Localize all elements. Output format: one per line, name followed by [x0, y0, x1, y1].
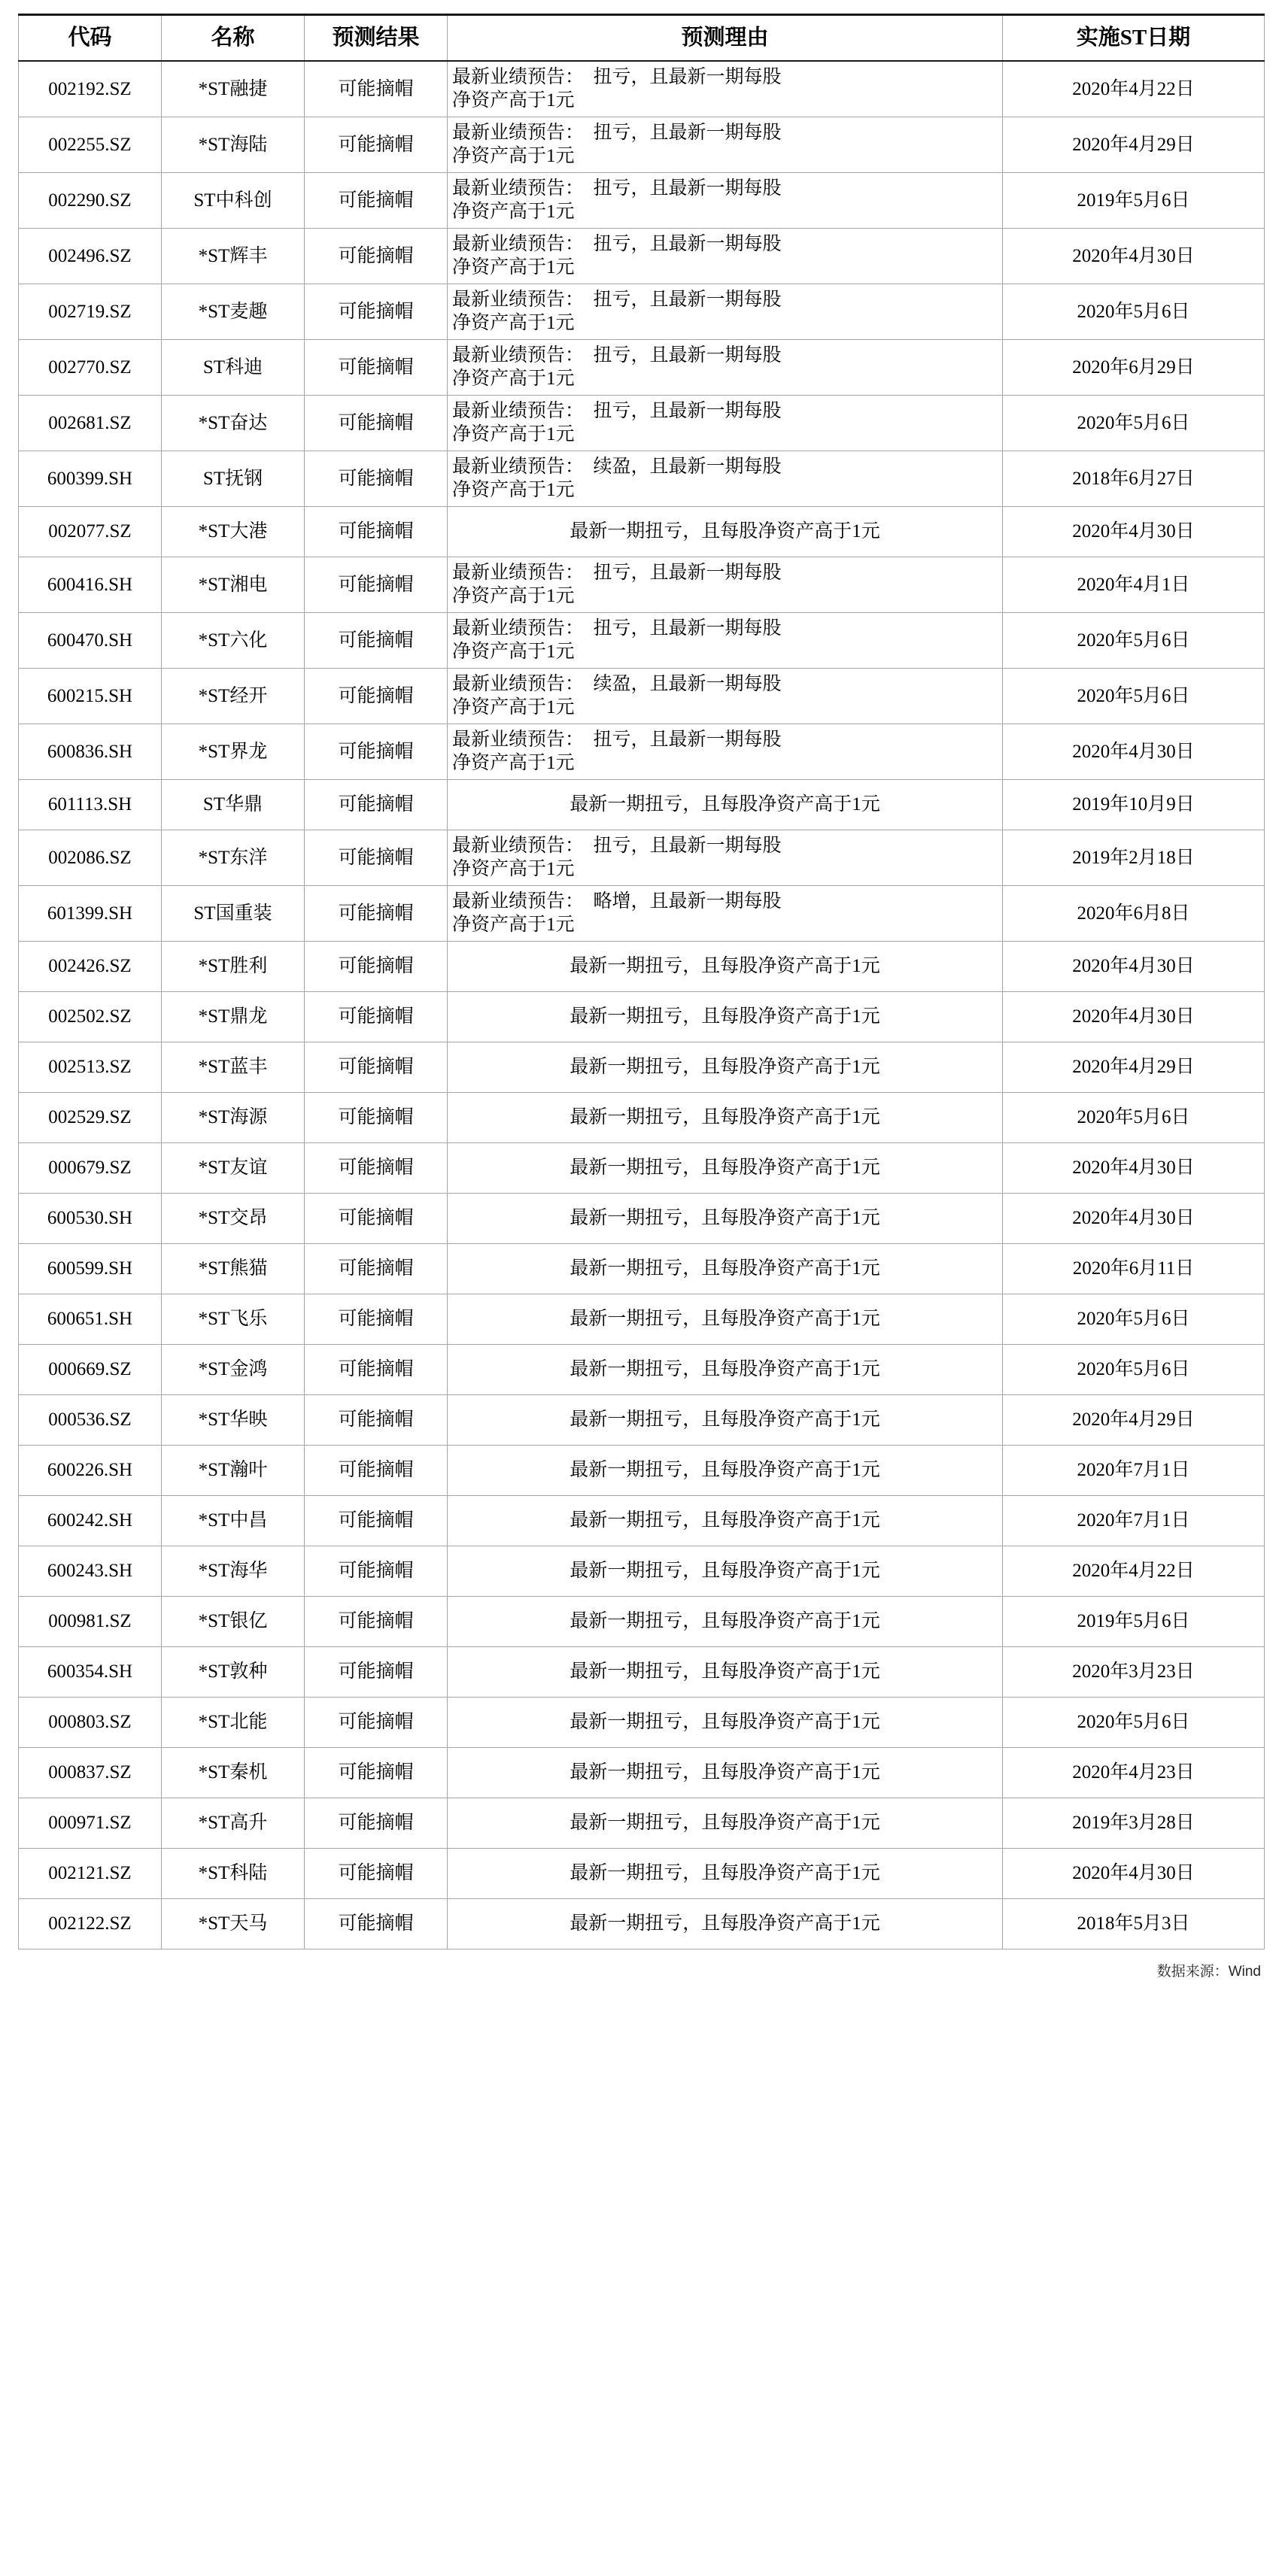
- table-row: [19, 284, 1265, 340]
- cell-reason: 最新一期扭亏，且每股净资产高于1元: [448, 1849, 1003, 1899]
- cell-name: *ST东洋: [162, 830, 305, 886]
- cell-code: 000803.SZ: [19, 1698, 162, 1748]
- cell-reason-line-2: 净资产高于1元: [452, 201, 575, 222]
- cell-reason-line-2: 净资产高于1元: [452, 858, 575, 879]
- cell-code: 000971.SZ: [19, 1798, 162, 1849]
- table-row: [19, 1042, 1265, 1093]
- cell-reason: 最新一期扭亏，且每股净资产高于1元: [448, 1345, 1003, 1395]
- cell-st-date: 2020年6月11日: [1003, 1244, 1265, 1294]
- cell-name: *ST瀚叶: [162, 1446, 305, 1496]
- table-row: [19, 451, 1265, 507]
- cell-st-date: 2020年4月29日: [1003, 117, 1265, 173]
- table-row: [19, 830, 1265, 886]
- cell-st-date: 2020年5月6日: [1003, 1093, 1265, 1143]
- cell-st-date: 2020年5月6日: [1003, 613, 1265, 669]
- cell-code: 600599.SH: [19, 1244, 162, 1294]
- cell-reason-line-1: 最新业绩预告： 扭亏，且最新一期每股: [452, 345, 782, 366]
- cell-result: 可能摘帽: [305, 1244, 448, 1294]
- cell-code: 002502.SZ: [19, 992, 162, 1042]
- cell-code: 002529.SZ: [19, 1093, 162, 1143]
- cell-st-date: 2020年4月29日: [1003, 1042, 1265, 1093]
- cell-reason-line-1: 最新业绩预告： 略增，且最新一期每股: [452, 891, 782, 912]
- cell-code: 002513.SZ: [19, 1042, 162, 1093]
- cell-st-date: 2019年3月28日: [1003, 1798, 1265, 1849]
- cell-name: *ST飞乐: [162, 1294, 305, 1345]
- table-row: [19, 173, 1265, 229]
- cell-st-date: 2020年4月30日: [1003, 1194, 1265, 1244]
- cell-code: 002255.SZ: [19, 117, 162, 173]
- cell-st-date: 2020年4月22日: [1003, 1546, 1265, 1597]
- cell-code: 600416.SH: [19, 557, 162, 613]
- cell-result: 可能摘帽: [305, 557, 448, 613]
- cell-code: 600470.SH: [19, 613, 162, 669]
- cell-reason-line-1: 最新业绩预告： 扭亏，且最新一期每股: [452, 123, 782, 144]
- cell-reason: 最新一期扭亏，且每股净资产高于1元: [448, 1546, 1003, 1597]
- cell-code: 002770.SZ: [19, 340, 162, 396]
- cell-result: 可能摘帽: [305, 284, 448, 340]
- table-row: [19, 669, 1265, 724]
- cell-st-date: 2018年5月3日: [1003, 1899, 1265, 1949]
- cell-result: 可能摘帽: [305, 1849, 448, 1899]
- cell-reason: 最新一期扭亏，且每股净资产高于1元: [448, 507, 1003, 557]
- cell-code: 600836.SH: [19, 724, 162, 780]
- cell-reason-line-2: 净资产高于1元: [452, 145, 575, 166]
- cell-result: 可能摘帽: [305, 1798, 448, 1849]
- cell-name: *ST敦种: [162, 1647, 305, 1698]
- table-row: [19, 1748, 1265, 1798]
- cell-reason-line-2: 净资产高于1元: [452, 312, 575, 333]
- table-row: [19, 1093, 1265, 1143]
- cell-name: *ST辉丰: [162, 229, 305, 284]
- cell-reason: [448, 886, 1003, 942]
- cell-name: *ST胜利: [162, 942, 305, 992]
- column-header-reason: 预测理由: [448, 15, 1003, 62]
- cell-st-date: 2020年7月1日: [1003, 1446, 1265, 1496]
- cell-reason: [448, 61, 1003, 117]
- column-header-code: 代码: [19, 15, 162, 62]
- cell-reason-line-1: 最新业绩预告： 扭亏，且最新一期每股: [452, 836, 782, 857]
- cell-result: 可能摘帽: [305, 830, 448, 886]
- table-row: [19, 1194, 1265, 1244]
- cell-name: *ST经开: [162, 669, 305, 724]
- table-row: [19, 886, 1265, 942]
- cell-st-date: 2020年4月29日: [1003, 1395, 1265, 1446]
- cell-code: 002681.SZ: [19, 396, 162, 451]
- cell-result: 可能摘帽: [305, 507, 448, 557]
- cell-reason-line-1: 最新业绩预告： 扭亏，且最新一期每股: [452, 67, 782, 88]
- cell-st-date: 2020年5月6日: [1003, 396, 1265, 451]
- table-header-row: [19, 15, 1265, 62]
- cell-st-date: 2020年7月1日: [1003, 1496, 1265, 1546]
- cell-st-date: 2020年4月30日: [1003, 724, 1265, 780]
- cell-result: 可能摘帽: [305, 173, 448, 229]
- cell-reason-line-2: 净资产高于1元: [452, 914, 575, 935]
- table-row: [19, 613, 1265, 669]
- cell-reason-line-2: 净资产高于1元: [452, 90, 575, 111]
- cell-reason: [448, 173, 1003, 229]
- cell-name: *ST鼎龙: [162, 992, 305, 1042]
- cell-result: 可能摘帽: [305, 1042, 448, 1093]
- cell-code: 002496.SZ: [19, 229, 162, 284]
- cell-code: 000981.SZ: [19, 1597, 162, 1647]
- cell-result: 可能摘帽: [305, 1899, 448, 1949]
- cell-st-date: 2019年10月9日: [1003, 780, 1265, 830]
- cell-result: 可能摘帽: [305, 942, 448, 992]
- table-row: [19, 942, 1265, 992]
- cell-result: 可能摘帽: [305, 780, 448, 830]
- cell-name: *ST大港: [162, 507, 305, 557]
- cell-reason: 最新一期扭亏，且每股净资产高于1元: [448, 1395, 1003, 1446]
- cell-st-date: 2020年4月30日: [1003, 942, 1265, 992]
- cell-st-date: 2020年6月29日: [1003, 340, 1265, 396]
- cell-reason: [448, 284, 1003, 340]
- cell-name: *ST海华: [162, 1546, 305, 1597]
- cell-reason: 最新一期扭亏，且每股净资产高于1元: [448, 1698, 1003, 1748]
- cell-result: 可能摘帽: [305, 1395, 448, 1446]
- cell-code: 002719.SZ: [19, 284, 162, 340]
- cell-name: *ST天马: [162, 1899, 305, 1949]
- table-row: [19, 1345, 1265, 1395]
- cell-name: ST国重装: [162, 886, 305, 942]
- cell-name: ST抚钢: [162, 451, 305, 507]
- cell-code: 002290.SZ: [19, 173, 162, 229]
- cell-st-date: 2019年5月6日: [1003, 173, 1265, 229]
- cell-reason: 最新一期扭亏，且每股净资产高于1元: [448, 1042, 1003, 1093]
- cell-result: 可能摘帽: [305, 613, 448, 669]
- cell-reason: [448, 396, 1003, 451]
- table-row: [19, 507, 1265, 557]
- cell-code: 002121.SZ: [19, 1849, 162, 1899]
- cell-name: *ST华映: [162, 1395, 305, 1446]
- cell-name: ST科迪: [162, 340, 305, 396]
- cell-name: *ST友谊: [162, 1143, 305, 1194]
- cell-code: 000837.SZ: [19, 1748, 162, 1798]
- cell-code: 600354.SH: [19, 1647, 162, 1698]
- cell-st-date: 2020年4月1日: [1003, 557, 1265, 613]
- column-header-name: 名称: [162, 15, 305, 62]
- cell-st-date: 2019年2月18日: [1003, 830, 1265, 886]
- column-header-result: 预测结果: [305, 15, 448, 62]
- cell-st-date: 2020年4月30日: [1003, 229, 1265, 284]
- cell-st-date: 2020年3月23日: [1003, 1647, 1265, 1698]
- st-forecast-table: [18, 14, 1265, 1949]
- cell-name: *ST融捷: [162, 61, 305, 117]
- cell-name: *ST海源: [162, 1093, 305, 1143]
- cell-reason: [448, 724, 1003, 780]
- cell-reason: 最新一期扭亏，且每股净资产高于1元: [448, 1244, 1003, 1294]
- cell-result: 可能摘帽: [305, 886, 448, 942]
- table-row: [19, 992, 1265, 1042]
- cell-result: 可能摘帽: [305, 396, 448, 451]
- cell-st-date: 2020年4月30日: [1003, 1143, 1265, 1194]
- cell-reason-line-1: 最新业绩预告： 扭亏，且最新一期每股: [452, 178, 782, 199]
- cell-result: 可能摘帽: [305, 1143, 448, 1194]
- cell-name: *ST交昂: [162, 1194, 305, 1244]
- cell-result: 可能摘帽: [305, 1698, 448, 1748]
- cell-code: 002426.SZ: [19, 942, 162, 992]
- cell-name: *ST麦趣: [162, 284, 305, 340]
- cell-reason: 最新一期扭亏，且每股净资产高于1元: [448, 942, 1003, 992]
- cell-st-date: 2020年4月30日: [1003, 992, 1265, 1042]
- cell-reason: 最新一期扭亏，且每股净资产高于1元: [448, 1294, 1003, 1345]
- cell-name: *ST海陆: [162, 117, 305, 173]
- cell-reason-line-2: 净资产高于1元: [452, 368, 575, 389]
- cell-reason-line-2: 净资产高于1元: [452, 256, 575, 278]
- cell-result: 可能摘帽: [305, 229, 448, 284]
- cell-result: 可能摘帽: [305, 992, 448, 1042]
- table-row: [19, 557, 1265, 613]
- cell-reason-line-1: 最新业绩预告： 扭亏，且最新一期每股: [452, 618, 782, 639]
- cell-name: *ST北能: [162, 1698, 305, 1748]
- cell-st-date: 2020年5月6日: [1003, 669, 1265, 724]
- cell-st-date: 2020年4月23日: [1003, 1748, 1265, 1798]
- cell-code: 000669.SZ: [19, 1345, 162, 1395]
- cell-reason-line-1: 最新业绩预告： 续盈，且最新一期每股: [452, 457, 782, 478]
- cell-reason-line-1: 最新业绩预告： 扭亏，且最新一期每股: [452, 290, 782, 311]
- cell-reason: 最新一期扭亏，且每股净资产高于1元: [448, 992, 1003, 1042]
- cell-reason: [448, 613, 1003, 669]
- column-header-date: 实施ST日期: [1003, 15, 1265, 62]
- table-body: [19, 61, 1265, 1949]
- cell-reason: [448, 669, 1003, 724]
- cell-reason: 最新一期扭亏，且每股净资产高于1元: [448, 1143, 1003, 1194]
- cell-reason-line-2: 净资产高于1元: [452, 479, 575, 500]
- cell-name: *ST界龙: [162, 724, 305, 780]
- cell-code: 600215.SH: [19, 669, 162, 724]
- cell-reason: 最新一期扭亏，且每股净资产高于1元: [448, 1748, 1003, 1798]
- cell-code: 601113.SH: [19, 780, 162, 830]
- table-row: [19, 396, 1265, 451]
- cell-reason: 最新一期扭亏，且每股净资产高于1元: [448, 1446, 1003, 1496]
- table-row: [19, 1446, 1265, 1496]
- table-row: [19, 1798, 1265, 1849]
- cell-result: 可能摘帽: [305, 1748, 448, 1798]
- cell-reason: [448, 229, 1003, 284]
- table-header: [19, 15, 1265, 62]
- table-row: [19, 1143, 1265, 1194]
- cell-reason: 最新一期扭亏，且每股净资产高于1元: [448, 780, 1003, 830]
- table-row: [19, 1294, 1265, 1345]
- cell-reason: [448, 451, 1003, 507]
- cell-name: *ST中昌: [162, 1496, 305, 1546]
- cell-code: 600399.SH: [19, 451, 162, 507]
- table-row: [19, 1698, 1265, 1748]
- table-row: [19, 117, 1265, 173]
- cell-reason-line-2: 净资产高于1元: [452, 752, 575, 773]
- table-row: [19, 1395, 1265, 1446]
- data-source-note: 数据来源：Wind: [1156, 1964, 1261, 1980]
- cell-result: 可能摘帽: [305, 61, 448, 117]
- cell-name: *ST高升: [162, 1798, 305, 1849]
- cell-code: 600530.SH: [19, 1194, 162, 1244]
- cell-reason: [448, 117, 1003, 173]
- cell-reason-line-1: 最新业绩预告： 扭亏，且最新一期每股: [452, 401, 782, 422]
- cell-st-date: 2020年6月8日: [1003, 886, 1265, 942]
- cell-name: *ST熊猫: [162, 1244, 305, 1294]
- cell-name: *ST奋达: [162, 396, 305, 451]
- cell-name: *ST六化: [162, 613, 305, 669]
- cell-result: 可能摘帽: [305, 117, 448, 173]
- cell-name: *ST科陆: [162, 1849, 305, 1899]
- table-row: [19, 229, 1265, 284]
- cell-reason-line-2: 净资产高于1元: [452, 696, 575, 718]
- table-row: [19, 1597, 1265, 1647]
- table-row: [19, 1244, 1265, 1294]
- cell-reason: 最新一期扭亏，且每股净资产高于1元: [448, 1496, 1003, 1546]
- cell-result: 可能摘帽: [305, 1546, 448, 1597]
- cell-reason: 最新一期扭亏，且每股净资产高于1元: [448, 1899, 1003, 1949]
- cell-reason: [448, 830, 1003, 886]
- table-row: [19, 1899, 1265, 1949]
- cell-reason: 最新一期扭亏，且每股净资产高于1元: [448, 1093, 1003, 1143]
- cell-code: 601399.SH: [19, 886, 162, 942]
- cell-reason-line-1: 最新业绩预告： 续盈，且最新一期每股: [452, 674, 782, 695]
- cell-code: 000536.SZ: [19, 1395, 162, 1446]
- cell-result: 可能摘帽: [305, 1345, 448, 1395]
- table-row: [19, 780, 1265, 830]
- cell-reason: [448, 340, 1003, 396]
- cell-st-date: 2020年5月6日: [1003, 1345, 1265, 1395]
- cell-code: 600651.SH: [19, 1294, 162, 1345]
- cell-reason-line-2: 净资产高于1元: [452, 585, 575, 606]
- cell-reason: 最新一期扭亏，且每股净资产高于1元: [448, 1194, 1003, 1244]
- cell-code: 002086.SZ: [19, 830, 162, 886]
- table-row: [19, 1546, 1265, 1597]
- cell-st-date: 2020年5月6日: [1003, 1294, 1265, 1345]
- cell-reason-line-1: 最新业绩预告： 扭亏，且最新一期每股: [452, 234, 782, 255]
- cell-st-date: 2020年4月30日: [1003, 1849, 1265, 1899]
- cell-code: 600242.SH: [19, 1496, 162, 1546]
- cell-result: 可能摘帽: [305, 1446, 448, 1496]
- cell-code: 002122.SZ: [19, 1899, 162, 1949]
- cell-reason: 最新一期扭亏，且每股净资产高于1元: [448, 1798, 1003, 1849]
- cell-result: 可能摘帽: [305, 1647, 448, 1698]
- cell-code: 002192.SZ: [19, 61, 162, 117]
- cell-name: *ST金鸿: [162, 1345, 305, 1395]
- table-row: [19, 1647, 1265, 1698]
- cell-reason: 最新一期扭亏，且每股净资产高于1元: [448, 1597, 1003, 1647]
- table-row: [19, 61, 1265, 117]
- table-row: [19, 1496, 1265, 1546]
- cell-name: ST华鼎: [162, 780, 305, 830]
- cell-code: 000679.SZ: [19, 1143, 162, 1194]
- cell-result: 可能摘帽: [305, 1194, 448, 1244]
- cell-st-date: 2020年4月30日: [1003, 507, 1265, 557]
- cell-result: 可能摘帽: [305, 1597, 448, 1647]
- cell-reason: 最新一期扭亏，且每股净资产高于1元: [448, 1647, 1003, 1698]
- cell-result: 可能摘帽: [305, 340, 448, 396]
- cell-result: 可能摘帽: [305, 724, 448, 780]
- cell-st-date: 2020年5月6日: [1003, 284, 1265, 340]
- cell-reason-line-2: 净资产高于1元: [452, 423, 575, 445]
- table-row: [19, 340, 1265, 396]
- cell-name: *ST蓝丰: [162, 1042, 305, 1093]
- cell-code: 600243.SH: [19, 1546, 162, 1597]
- cell-st-date: 2020年5月6日: [1003, 1698, 1265, 1748]
- cell-name: *ST银亿: [162, 1597, 305, 1647]
- table-row: [19, 724, 1265, 780]
- cell-result: 可能摘帽: [305, 669, 448, 724]
- cell-result: 可能摘帽: [305, 1294, 448, 1345]
- cell-name: *ST秦机: [162, 1748, 305, 1798]
- cell-name: ST中科创: [162, 173, 305, 229]
- cell-st-date: 2020年4月22日: [1003, 61, 1265, 117]
- cell-name: *ST湘电: [162, 557, 305, 613]
- cell-st-date: 2018年6月27日: [1003, 451, 1265, 507]
- cell-result: 可能摘帽: [305, 1093, 448, 1143]
- cell-code: 600226.SH: [19, 1446, 162, 1496]
- cell-st-date: 2019年5月6日: [1003, 1597, 1265, 1647]
- cell-result: 可能摘帽: [305, 1496, 448, 1546]
- cell-reason-line-1: 最新业绩预告： 扭亏，且最新一期每股: [452, 730, 782, 751]
- cell-reason-line-2: 净资产高于1元: [452, 641, 575, 662]
- cell-reason-line-1: 最新业绩预告： 扭亏，且最新一期每股: [452, 563, 782, 584]
- table-row: [19, 1849, 1265, 1899]
- cell-result: 可能摘帽: [305, 451, 448, 507]
- cell-reason: [448, 557, 1003, 613]
- cell-code: 002077.SZ: [19, 507, 162, 557]
